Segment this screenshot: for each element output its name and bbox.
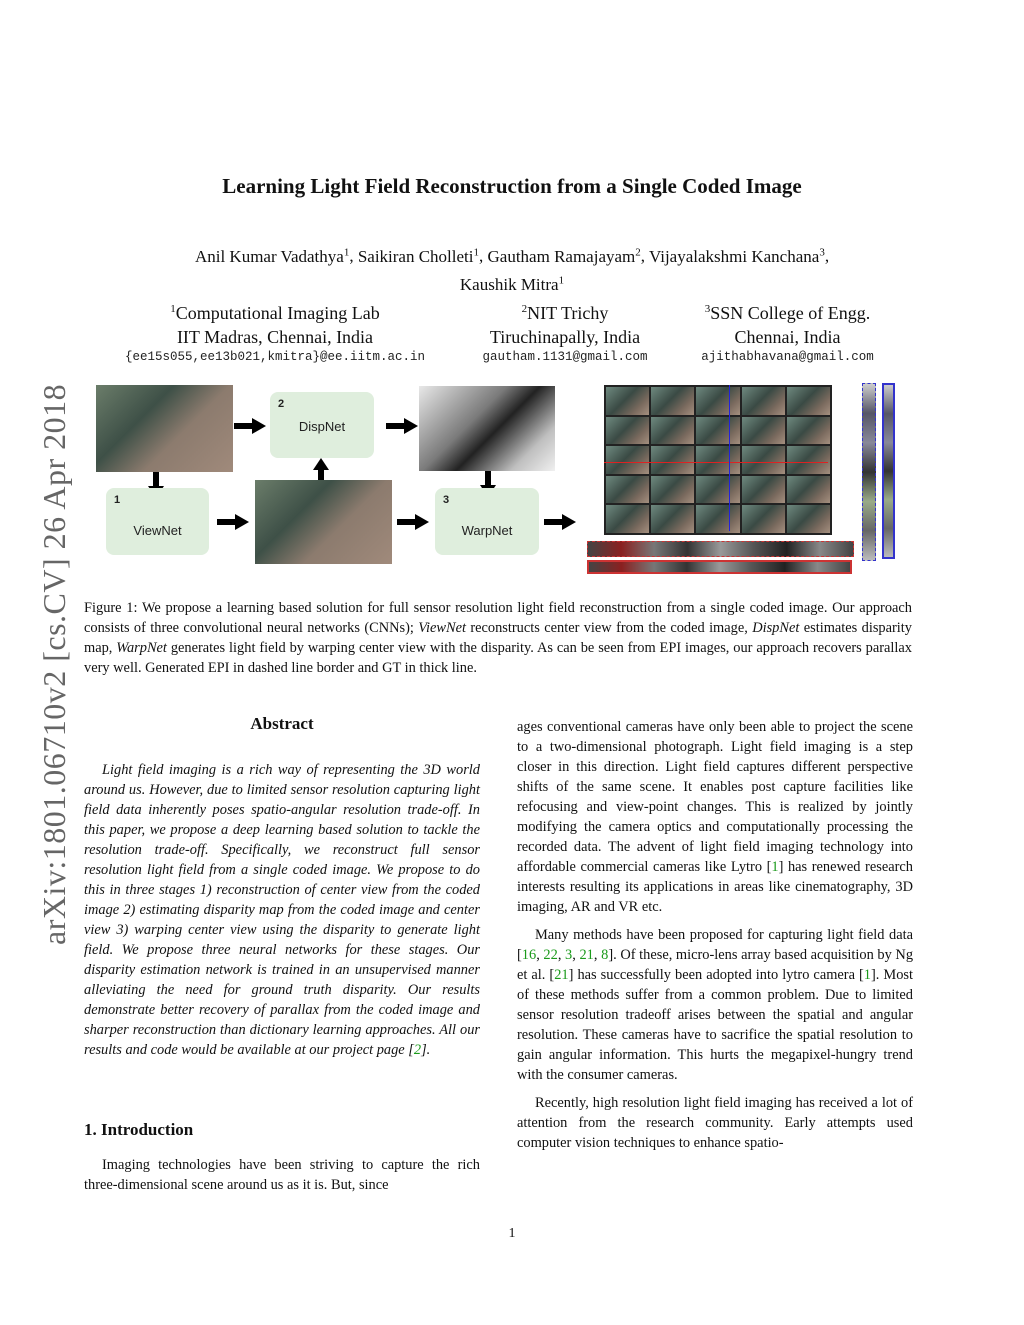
epi-column-marker bbox=[729, 385, 730, 531]
coded-image bbox=[96, 385, 233, 472]
citation-link[interactable]: 3 bbox=[565, 947, 573, 963]
affiliation-1: $^1$Computational Imaging Lab IIT Madras, Chennai, India bbox=[170, 303, 380, 347]
arrow-right-icon bbox=[386, 418, 418, 434]
arxiv-side-label: arXiv:1801.06710v2 [cs.CV] 26 Apr 2018 bbox=[36, 383, 72, 945]
viewnet-box: 1 ViewNet bbox=[106, 488, 209, 555]
page-number: 1 bbox=[508, 1226, 516, 1241]
author-3: Gautham Ramajayam$^2$ bbox=[487, 246, 641, 266]
introduction-heading: 1. Introduction bbox=[84, 1120, 194, 1139]
email-2: gautham.1131@gmail.com bbox=[482, 350, 648, 364]
arrow-right-icon bbox=[217, 514, 249, 530]
email-1: {ee15s055,ee13b021,kmitra}@ee.iitm.ac.in bbox=[124, 350, 426, 364]
citation-link[interactable]: 8 bbox=[601, 947, 609, 963]
epi-row-marker bbox=[604, 462, 828, 463]
generated-epi-vertical bbox=[862, 383, 876, 561]
abstract-text: Light field imaging is a rich way of representing the 3D world around us. However, due to limited sensor resolution capturing light field data inherently poses spatio-angular resolution trade-off. In this paper, we propose a deep learning based solution to tackle the resolution trade-off. Specifically, we reconstruct full sensor resolution light field from a single coded image. We propose to do this in three stages 1) reconstruction of center view from the coded image 2) estimating disparity map from the coded image and center view 3) warping center view using the disparity to generate light field. We propose three neural networks for these stages. Our disparity estimation network is trained in an unsupervised manner alleviating the need for ground truth disparity. Our results demonstrate better recovery of parallax from the coded image and sharper reconstruction than dictionary learning approaches. All our results and code would be available at our project page [2]. bbox=[84, 762, 480, 1058]
dispnet-box: 2 DispNet bbox=[270, 392, 374, 458]
figure-caption: Figure 1: We propose a learning based solution for full sensor resolution light field reconstruction from a single coded image. Our approach consists of three convolutional neural networks (CNNs); ViewNet reconstructs center view from the coded image, DispNet estimates disparity map, WarpNet generates light field by warping center view with the disparity. As can be seen from EPI images, our approach recovers parallax very well. Generated EPI in dashed line border and GT in thick line. bbox=[84, 600, 912, 676]
arrow-right-icon bbox=[544, 514, 576, 530]
introduction-paragraph: Imaging technologies have been striving to capture the rich three-dimensional scene around us as it is. But, since bbox=[84, 1157, 480, 1193]
figure-1 bbox=[84, 380, 924, 580]
citation-link[interactable]: 22 bbox=[543, 947, 558, 963]
center-view-image bbox=[255, 480, 392, 564]
arrow-right-icon bbox=[397, 514, 429, 530]
author-5: Kaushik Mitra$^1$ bbox=[459, 274, 565, 295]
citation-link[interactable]: 21 bbox=[579, 947, 594, 963]
author-1: Anil Kumar Vadathya$^1$ bbox=[194, 246, 350, 266]
author-list: Anil Kumar Vadathya$^1$, Saikiran Cholleti$^1$, Gautham Ramajayam$^2$, Vijayalakshmi Kanchana$^3$, Kaushik Mitra$^1$ bbox=[194, 246, 830, 295]
disparity-map-image bbox=[419, 386, 555, 471]
affiliation-3: $^3$SSN College of Engg. Chennai, India bbox=[704, 303, 871, 347]
light-field-grid bbox=[604, 385, 832, 535]
author-4: Vijayalakshmi Kanchana$^3$ bbox=[648, 246, 825, 266]
generated-epi-horizontal bbox=[587, 541, 854, 557]
gt-epi-vertical bbox=[882, 383, 895, 559]
citation-link[interactable]: 2 bbox=[413, 1042, 422, 1058]
gt-epi-horizontal bbox=[587, 560, 852, 574]
paragraph-3: Recently, high resolution light field imaging has received a lot of attention from the research community. Early attempts used computer vision techniques to enhance spatio- bbox=[517, 1095, 913, 1151]
paper-title: Learning Light Field Reconstruction from a Single Coded Image bbox=[222, 174, 802, 198]
email-3: ajithabhavana@gmail.com bbox=[701, 350, 874, 364]
author-2: Saikiran Cholleti$^1$ bbox=[357, 246, 479, 266]
abstract-heading: Abstract bbox=[250, 714, 314, 733]
affiliation-2: $^2$NIT Trichy Tiruchinapally, India bbox=[489, 303, 641, 347]
arrow-right-icon bbox=[234, 418, 266, 434]
paragraph-2: Many methods have been proposed for capturing light field data [16, 22, 3, 21, 8]. Of these, micro-lens array based acquisition by Ng et al. [21] has successfully been adopted into lytro camera [1]. Most of these methods suffer from a common problem. Due to limited sensor resolution tradeoff arises between the spatial and angular resolution. These cameras have to sacrifice the spatial resolution to gain angular information. This hurts the megapixel-hungry trend with the consumer cameras. bbox=[517, 927, 914, 1083]
citation-link[interactable]: 1 bbox=[771, 859, 779, 875]
citation-link[interactable]: 16 bbox=[521, 947, 537, 963]
paragraph-1: ages conventional cameras have only been able to project the scene to a two-dimensional photograph. Light field imaging is a step closer in this direction. Light field captures different perspective shifts of the same scene. It enables post capture facilities like refocusing and view-point changes. This is realized by jointly modifying the camera optics and computationally processing the recorded data. The advent of light field imaging technology into affordable commercial cameras like Lytro [1] has renewed research interests resulting its applications in areas like cinematography, 3D imaging, AR and VR etc. bbox=[517, 719, 913, 915]
warpnet-box: 3 WarpNet bbox=[435, 488, 539, 555]
citation-link[interactable]: 21 bbox=[554, 967, 569, 983]
right-column-text bbox=[517, 717, 913, 1161]
citation-link[interactable]: 1 bbox=[863, 967, 871, 983]
